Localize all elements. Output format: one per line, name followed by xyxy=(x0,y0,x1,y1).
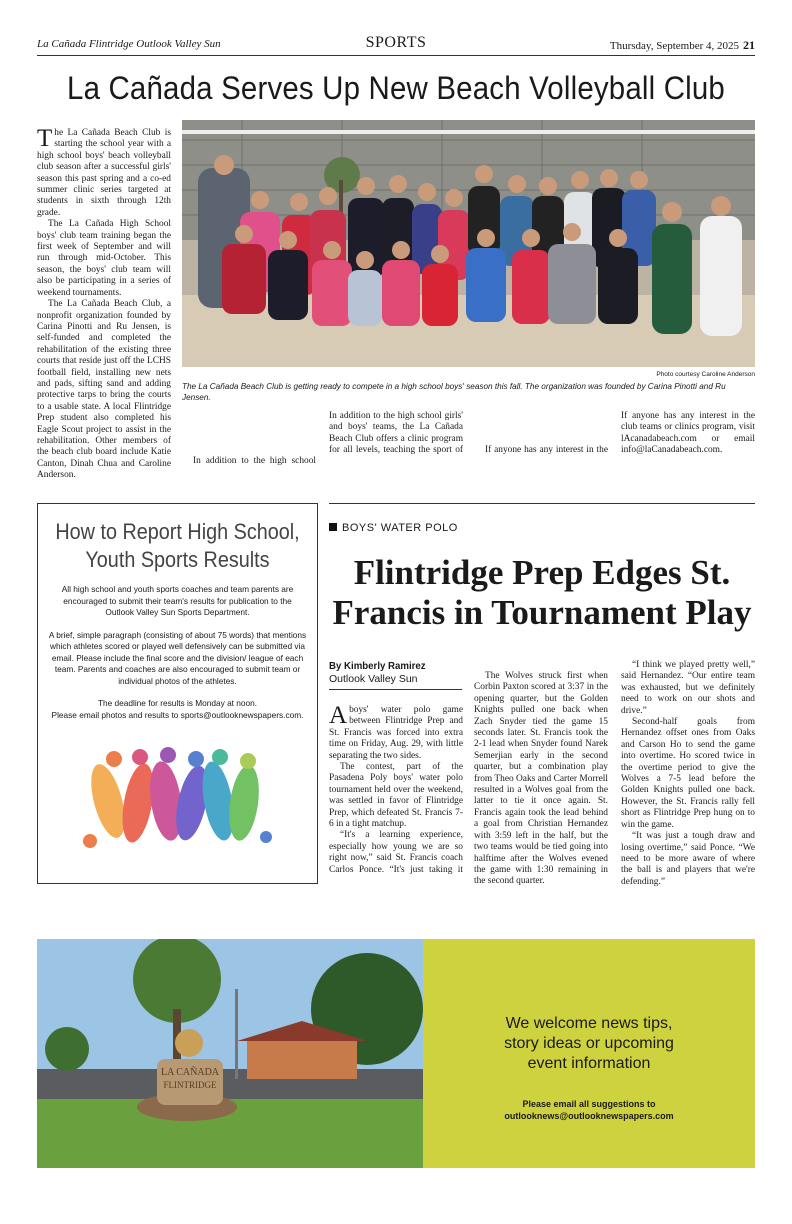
photo-credit: Photo courtesy Caroline Anderson xyxy=(656,371,755,378)
sidebar-paragraph-2: A brief, simple paragraph (consisting of about 75 words) that mentions which athletes scored or played well defensively can be submitted via email. Please include the final score and the division/ league of each team. Parents and coaches are also encouraged to submit team or individual photos of the athletes. xyxy=(48,629,307,686)
story1-paragraph-4-cont: In addition to the high school girls' and boys' teams, the La Cañada Beach Club offers a clinic program for all levels, teaching the sport of xyxy=(329,411,463,456)
story1-column-2 xyxy=(182,411,316,467)
story1-paragraph-5-cont: If anyone has any interest in the club teams or clinics program, visit lAcanadabeach.com or email info@laCanadabeach.com. xyxy=(621,411,755,456)
beach-volleyball-team-photo xyxy=(182,120,755,367)
story2-paragraph-3: “It's a learning experience, especially how young we are so right now,” said St. Francis coach Carlos Ponce. “It's just taking it xyxy=(329,830,463,875)
story2-byline xyxy=(329,660,462,690)
story1-paragraph-2: The La Cañada High School boys' club team training began the first week of September and will run through mid-October. This season, the boys' club team will also be participating in a series of weekend tournaments. xyxy=(37,219,171,298)
story2-dropcap: A xyxy=(329,702,348,729)
story2-paragraph-7: “It was just a tough draw and losing overtime,” said Ponce. “We need to be more aware of where the ball is and players that we're defending.” xyxy=(621,831,755,887)
page-number: 21 xyxy=(743,38,755,52)
byline-author: By Kimberly Ramirez xyxy=(329,660,426,672)
section-name: SPORTS xyxy=(365,34,427,51)
sports-results-sidebar xyxy=(37,503,318,884)
sidebar-paragraph-3: The deadline for results is Monday at noon. xyxy=(97,698,258,708)
story1-paragraph-1: The La Cañada Beach Club is starting the school year with a high school boys' beach volleyball club season after a successful girls' season this past spring and a co-ed summer clinic series targeted at students in sixth through 12th grade. xyxy=(37,125,171,218)
issue-date: Thursday, September 4, 2025 xyxy=(609,40,739,52)
byline-outlet: Outlook Valley Sun xyxy=(329,673,418,685)
story1-paragraph-3: The La Cañada Beach Club, a nonprofit organization founded by Carina Pinotti and Ru Jensen, is self-funded and completed the rehabilitation of the existing three courts that reside just off the LCHS football field, installing new nets and pads, sifting sand and adding protective tarps to bring the courts to a usable state. A local Flintridge Prep student also completed his Eagle Scout project to assist in the rehabilitation. Other members of the beach club board include Katie Canton, Dinah Chua and Caroline Anderson. xyxy=(37,299,171,481)
tips-instruction: Please email all suggestions to xyxy=(522,1099,656,1109)
story1-paragraph-4: In addition to the high school xyxy=(193,456,316,466)
story2-paragraph-4: The Wolves struck first when Corbin Paxton scored at 3:37 in the opening quarter, but the Golden Knights pulled one back when Zach Snyder tied the game 15 seconds later. St. Francis took the 2-1 lead when Snyder found Narek Semerjian early in the second quarter, but a combination play from Theo Oaks and Carter Morrell resulted in a Wolves goal from the latter to tie it once again. St. Francis again took the lead behind a goal from Christian Hernandez with 3:59 left in the half, but the two teams would be tied going into halftime after the Wolves evened the game with 1:30 remaining in the second quarter. xyxy=(474,671,608,887)
publication-name: La Cañada Flintridge Outlook Valley Sun xyxy=(37,38,221,50)
story2-column-2 xyxy=(474,660,608,888)
sign-text-line-2: FLINTRIDGE xyxy=(163,1080,217,1090)
athletes-illustration xyxy=(78,741,278,861)
story2-paragraph-6: Second-half goals from Hernandez offset ones from Oaks and Carson Ho to send the game into overtime. Ho scored twice in the overtime period to give the Wolves a 7-5 lead before the Golden Knights pulled one back. However, the St. Francis rally fell short as Flintridge Prep hung on to win the game. xyxy=(621,717,755,830)
sidebar-paragraph-1: All high school and youth sports coaches and team parents are encouraged to submit their team's results for publication to the Outlook Valley Sun Sports Department. xyxy=(61,584,294,617)
tips-email[interactable]: outlooknews@outlooknewspapers.com xyxy=(504,1111,674,1121)
sign-photo-illustration xyxy=(37,939,423,1168)
kicker-label: BOYS' WATER POLO xyxy=(342,522,458,534)
sidebar-email: Please email photos and results to sports@outlooknewspapers.com. xyxy=(51,709,304,720)
news-tips-box xyxy=(423,939,755,1168)
story2-paragraph-3-end xyxy=(474,660,608,671)
story1-dropcap: T xyxy=(37,125,53,152)
story1-column-4 xyxy=(474,411,608,456)
story2-column-1 xyxy=(329,702,463,876)
story1-column-1 xyxy=(37,125,171,525)
story2-kicker xyxy=(329,503,755,534)
la-canada-sign-photo xyxy=(37,939,423,1168)
story1-paragraph-4-end xyxy=(474,411,608,445)
story1-column-5 xyxy=(621,411,755,456)
kicker-square-icon xyxy=(329,523,337,531)
issue-date-line xyxy=(610,38,755,53)
story1-paragraph-3-cont xyxy=(182,411,316,456)
story1-headline: La Cañada Serves Up New Beach Volleyball Club xyxy=(67,70,725,106)
story2-paragraph-5: “I think we played pretty well,” said Hernandez. “Our entire team was exhausted, but we definitely need to work on our shots and drive.” xyxy=(621,660,755,716)
photo-caption: The La Cañada Beach Club is getting ready to compete in a high school boys' season this fall. The organization was founded by Carina Pinotti and Ru Jensen. xyxy=(182,382,726,402)
tips-headline: We welcome news tips, story ideas or upcoming event information xyxy=(504,1015,674,1072)
page-header xyxy=(37,34,755,56)
story1-column-3 xyxy=(329,411,463,456)
story2-headline: Flintridge Prep Edges St. Francis in Tournament Play xyxy=(332,553,752,632)
story2-paragraph-1: A boys' water polo game between Flintridge Prep and St. Francis was forced into extra time on Friday, Aug. 29, with little separating the two sides. xyxy=(329,702,463,761)
sign-text-line-1: LA CAÑADA xyxy=(160,1067,220,1078)
story2-column-3 xyxy=(621,660,755,888)
sidebar-title: How to Report High School, Youth Sports Results xyxy=(55,519,300,572)
team-photo-illustration xyxy=(182,120,755,367)
story2-paragraph-2: The contest, part of the Pasadena Poly boys' water polo tournament held over the weekend, was settled in favor of Flintridge Prep, which defeated St. Francis 7-6 in a tight matchup. xyxy=(329,762,463,830)
story1-paragraph-5: If anyone has any interest in the xyxy=(485,445,608,455)
